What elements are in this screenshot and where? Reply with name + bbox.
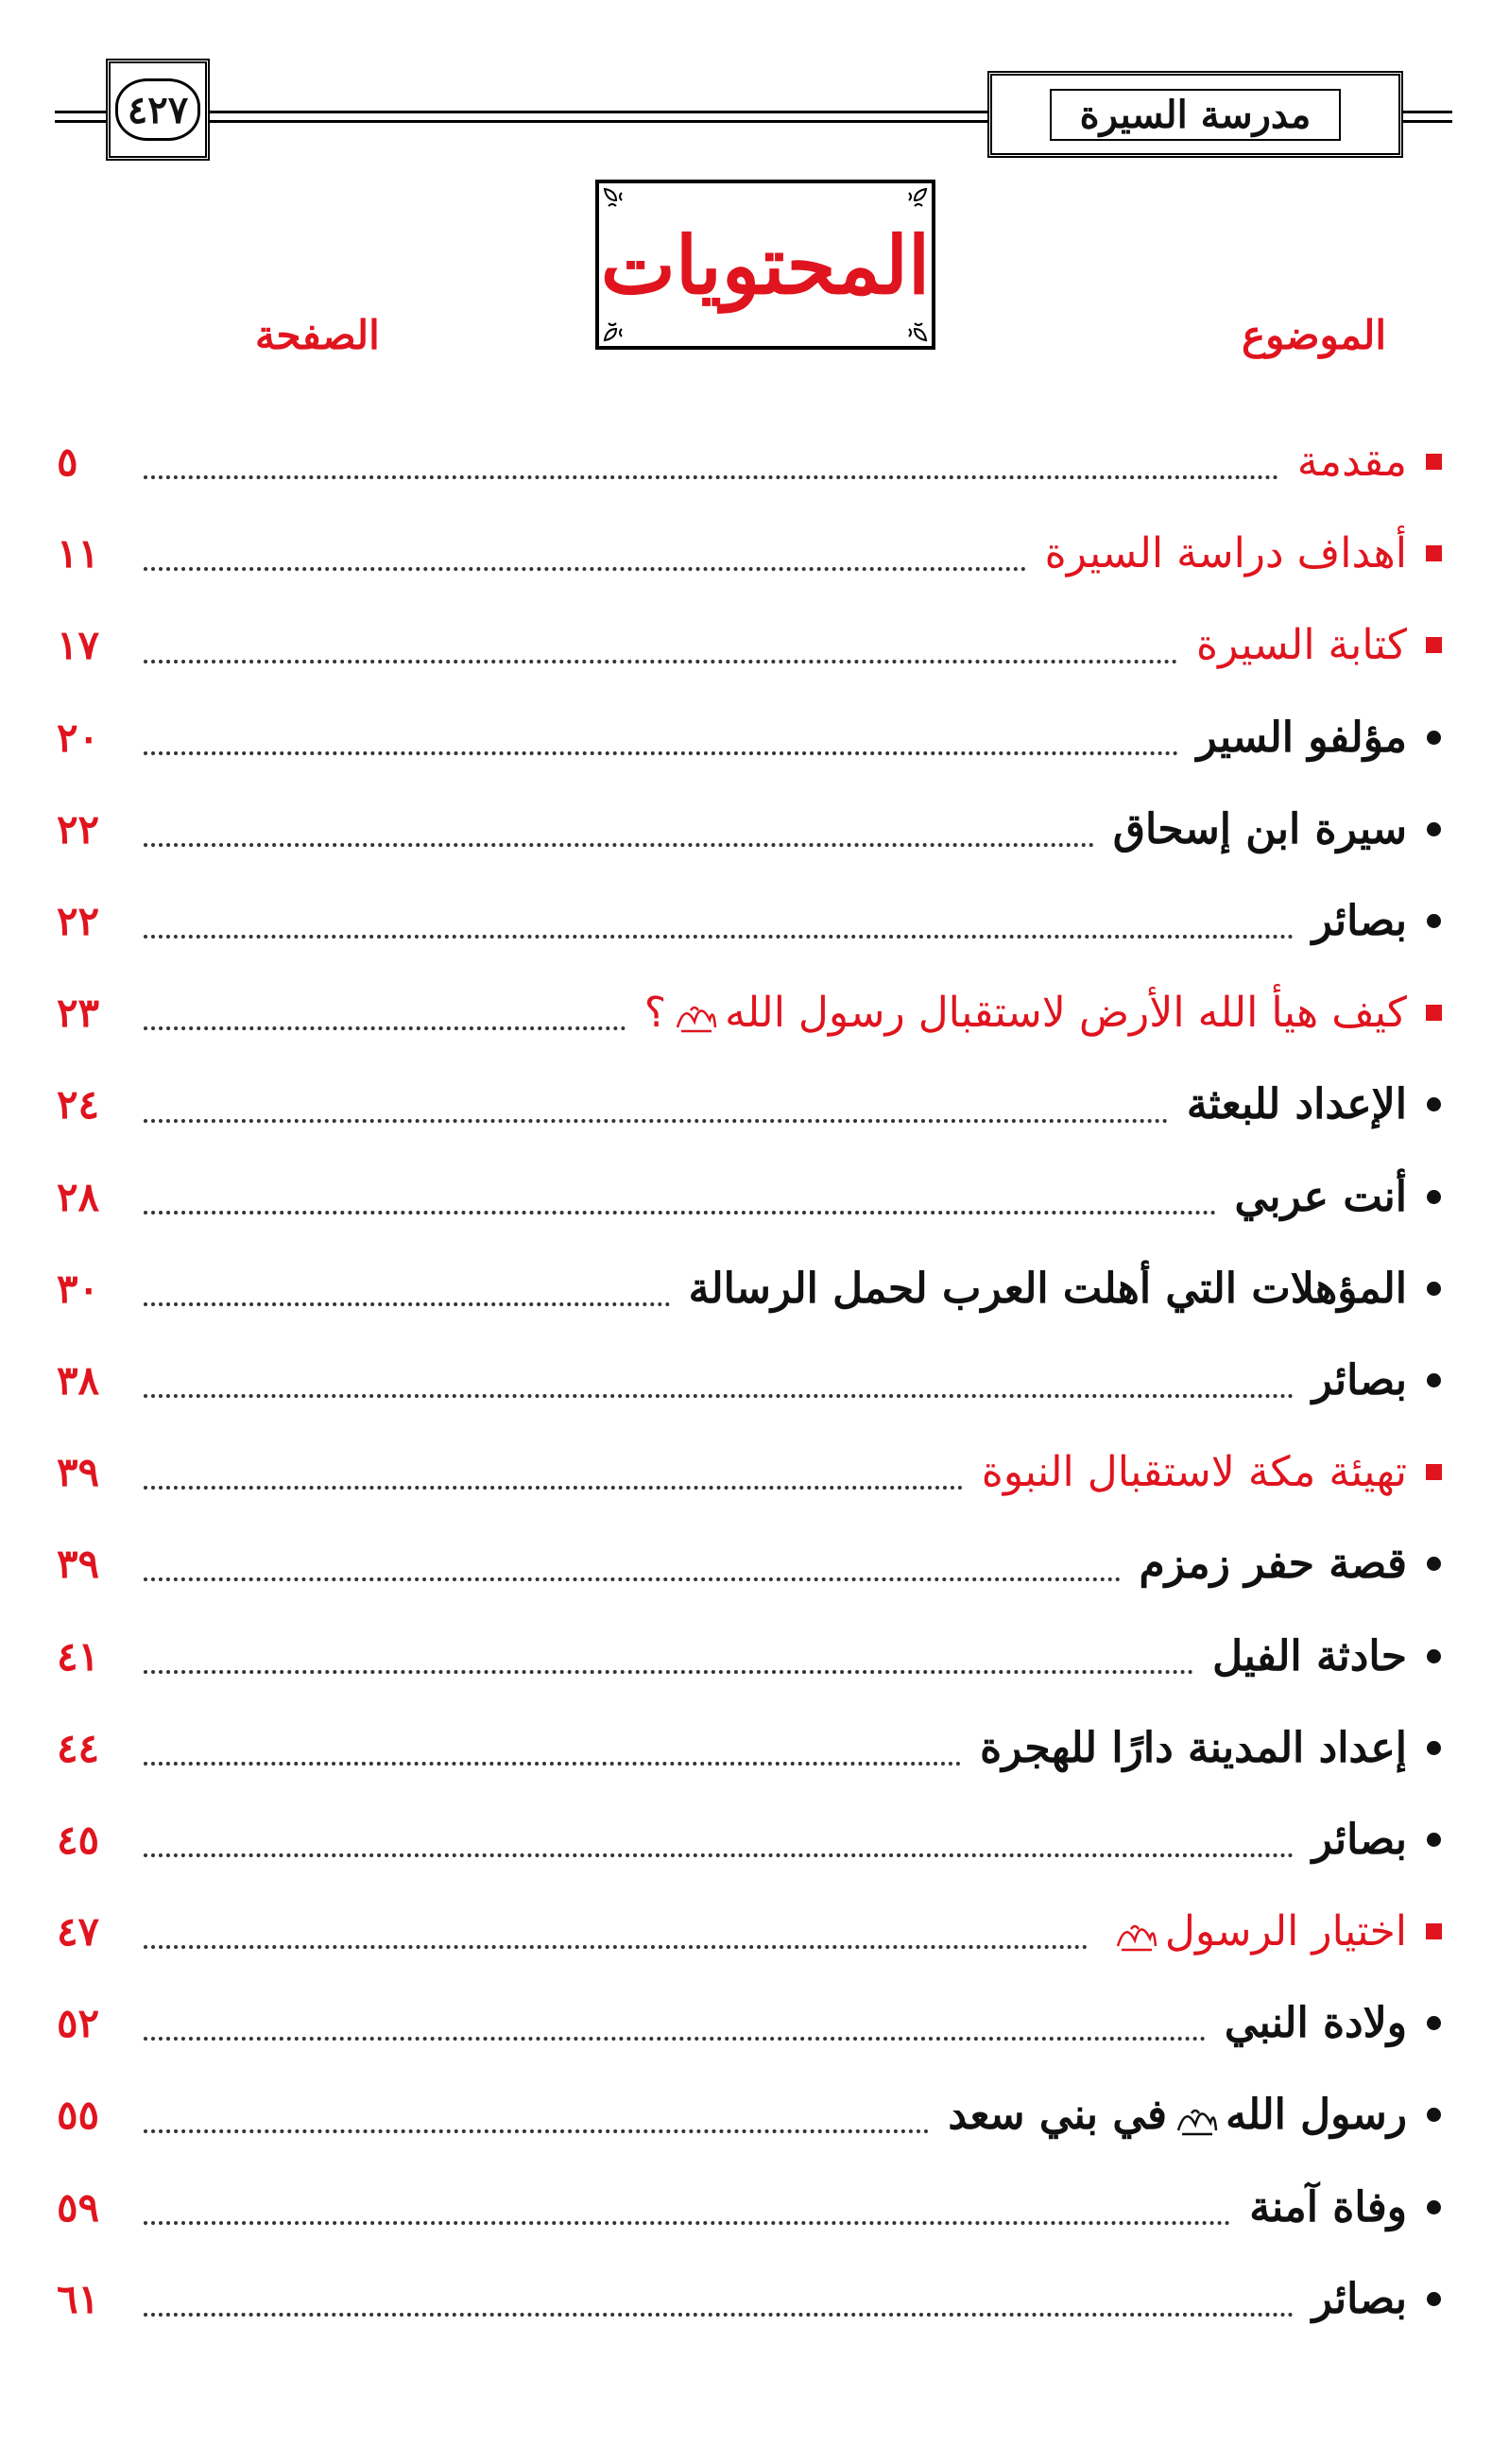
dotted-leader [144,475,1278,479]
toc-entry-page: ١١ [57,530,100,577]
toc-entry[interactable] [57,1426,1452,1518]
dotted-leader [144,1026,626,1030]
toc-entry-page: ٥٥ [57,2092,100,2139]
toc-entry-title: كتابة السيرة [1196,621,1407,670]
entry-bullet-icon [1415,914,1452,928]
dotted-leader [144,567,1026,571]
corner-ornament-icon [603,316,629,342]
toc-entry-title: تهيئة مكة لاستقبال النبوة [981,1448,1407,1497]
toc-entry[interactable] [57,2253,1452,2345]
entry-bullet-icon [1415,2016,1452,2030]
toc-entry-title: بصائر [1312,2274,1407,2323]
contents-title-box [595,180,935,350]
toc-entry[interactable] [57,875,1452,967]
dotted-leader [144,2313,1294,2317]
toc-entry-title: ولادة النبي [1224,1999,1407,2048]
dotted-leader [144,751,1178,755]
page-number: ٤٢٧ [115,78,200,141]
section-bullet-icon [1415,637,1452,653]
toc-entry-page: ٤٧ [57,1908,100,1956]
toc-entry[interactable] [57,2162,1452,2253]
running-title-box [987,71,1403,158]
toc-entry[interactable] [57,692,1452,784]
toc-entry-page: ٥٢ [57,2000,100,2047]
dotted-leader [144,1486,963,1490]
toc-entry-page: ٢٣ [57,990,100,1037]
entry-bullet-icon [1415,1649,1452,1663]
toc-entry-page: ٥ [57,439,78,486]
dotted-leader [144,660,1177,663]
toc-entry-title: بصائر [1312,897,1407,946]
page-title: المحتويات [600,217,931,312]
toc-entry[interactable] [57,1977,1452,2069]
toc-entry[interactable] [57,1151,1452,1243]
entry-bullet-icon [1415,1557,1452,1571]
dotted-leader [144,1853,1294,1857]
toc-entry-page: ٤١ [57,1632,100,1680]
running-title: مدرسة السيرة [1050,89,1342,141]
page-number-box [106,59,210,161]
toc-entry-page: ٢٤ [57,1081,100,1129]
toc-entry[interactable] [57,1886,1452,1977]
toc-entry-title: مقدمة [1296,438,1407,487]
entry-bullet-icon [1415,731,1452,745]
toc-entry-title: حادثة الفيل [1212,1631,1407,1680]
table-of-contents [57,416,1452,2345]
dotted-leader [144,1119,1168,1123]
entry-bullet-icon [1415,1097,1452,1111]
toc-entry-page: ٣٩ [57,1449,100,1496]
entry-bullet-icon [1415,1282,1452,1296]
corner-ornament-icon [603,187,629,214]
toc-entry-page: ٥٩ [57,2183,100,2231]
dotted-leader [144,1577,1121,1581]
toc-entry[interactable] [57,1059,1452,1150]
entry-bullet-icon [1415,2108,1452,2122]
toc-entry-title: المؤهلات التي أهلت العرب لحمل الرسالة [688,1264,1407,1313]
entry-bullet-icon [1415,2200,1452,2214]
dotted-leader [144,935,1294,939]
toc-entry[interactable] [57,1794,1452,1886]
section-bullet-icon [1415,454,1452,470]
entry-bullet-icon [1415,1833,1452,1847]
toc-entry[interactable] [57,1518,1452,1610]
toc-entry-title: كيف هيأ الله الأرض لاستقبال رسول الله؟ [643,988,1407,1037]
toc-entry-title: إعداد المدينة دارًا للهجرة [980,1723,1407,1772]
toc-entry[interactable] [57,1702,1452,1794]
toc-entry-title: وفاة آمنة [1249,2182,1407,2231]
entry-bullet-icon [1415,1190,1452,1204]
dotted-leader [144,1670,1193,1674]
section-bullet-icon [1415,1923,1452,1939]
toc-entry[interactable] [57,1610,1452,1701]
toc-entry[interactable] [57,599,1452,691]
toc-entry[interactable] [57,1243,1452,1335]
toc-entry[interactable] [57,416,1452,508]
toc-entry-title: سيرة ابن إسحاق [1112,804,1407,853]
toc-entry-page: ٢٠ [57,714,100,761]
toc-entry-page: ٣٨ [57,1356,100,1404]
toc-entry-page: ٣٠ [57,1265,100,1312]
toc-entry-page: ١٧ [57,622,100,669]
toc-entry[interactable] [57,967,1452,1059]
toc-entry[interactable] [57,2069,1452,2161]
entry-bullet-icon [1415,822,1452,836]
column-header-page: الصفحة [255,312,380,358]
toc-entry-title: أهداف دراسة السيرة [1044,529,1407,578]
toc-entry[interactable] [57,1335,1452,1426]
dotted-leader [144,1762,961,1766]
toc-entry-title: قصة حفر زمزم [1139,1540,1407,1589]
dotted-leader [144,1945,1088,1949]
toc-entry-page: ٤٥ [57,1816,100,1863]
honorific-calligraphy-icon [672,993,719,1037]
corner-ornament-icon [901,187,928,214]
toc-entry-title: اختيار الرسول [1099,1907,1415,1956]
dotted-leader [144,1302,670,1306]
dotted-leader [144,2221,1230,2225]
toc-entry-title: مؤلفو السير [1196,713,1407,762]
toc-entry-page: ٣٩ [57,1541,100,1588]
dotted-leader [144,2037,1206,2041]
toc-entry-page: ٢٢ [57,805,100,853]
entry-bullet-icon [1415,1741,1452,1755]
toc-entry[interactable] [57,508,1452,599]
entry-bullet-icon [1415,2292,1452,2306]
honorific-calligraphy-icon [1173,2096,1220,2140]
toc-entry-title: رسول اللهفي بني سعد [948,2091,1407,2140]
toc-entry[interactable] [57,784,1452,875]
dotted-leader [144,1394,1294,1398]
toc-entry-title: أنت عربي [1234,1172,1407,1221]
honorific-calligraphy-icon [1112,1912,1159,1956]
toc-entry-page: ٦١ [57,2275,100,2322]
section-bullet-icon [1415,1005,1452,1021]
column-header-topic: الموضوع [1242,312,1386,358]
toc-entry-title: بصائر [1312,1815,1407,1864]
toc-entry-title: بصائر [1312,1355,1407,1404]
dotted-leader [144,2129,929,2133]
dotted-leader [144,843,1094,847]
entry-bullet-icon [1415,1373,1452,1387]
toc-entry-title: الإعداد للبعثة [1186,1080,1407,1129]
toc-entry-page: ٢٨ [57,1173,100,1220]
section-bullet-icon [1415,1464,1452,1480]
dotted-leader [144,1211,1216,1215]
corner-ornament-icon [901,316,928,342]
toc-entry-page: ٤٤ [57,1724,100,1771]
section-bullet-icon [1415,545,1452,561]
toc-entry-page: ٢٢ [57,898,100,945]
